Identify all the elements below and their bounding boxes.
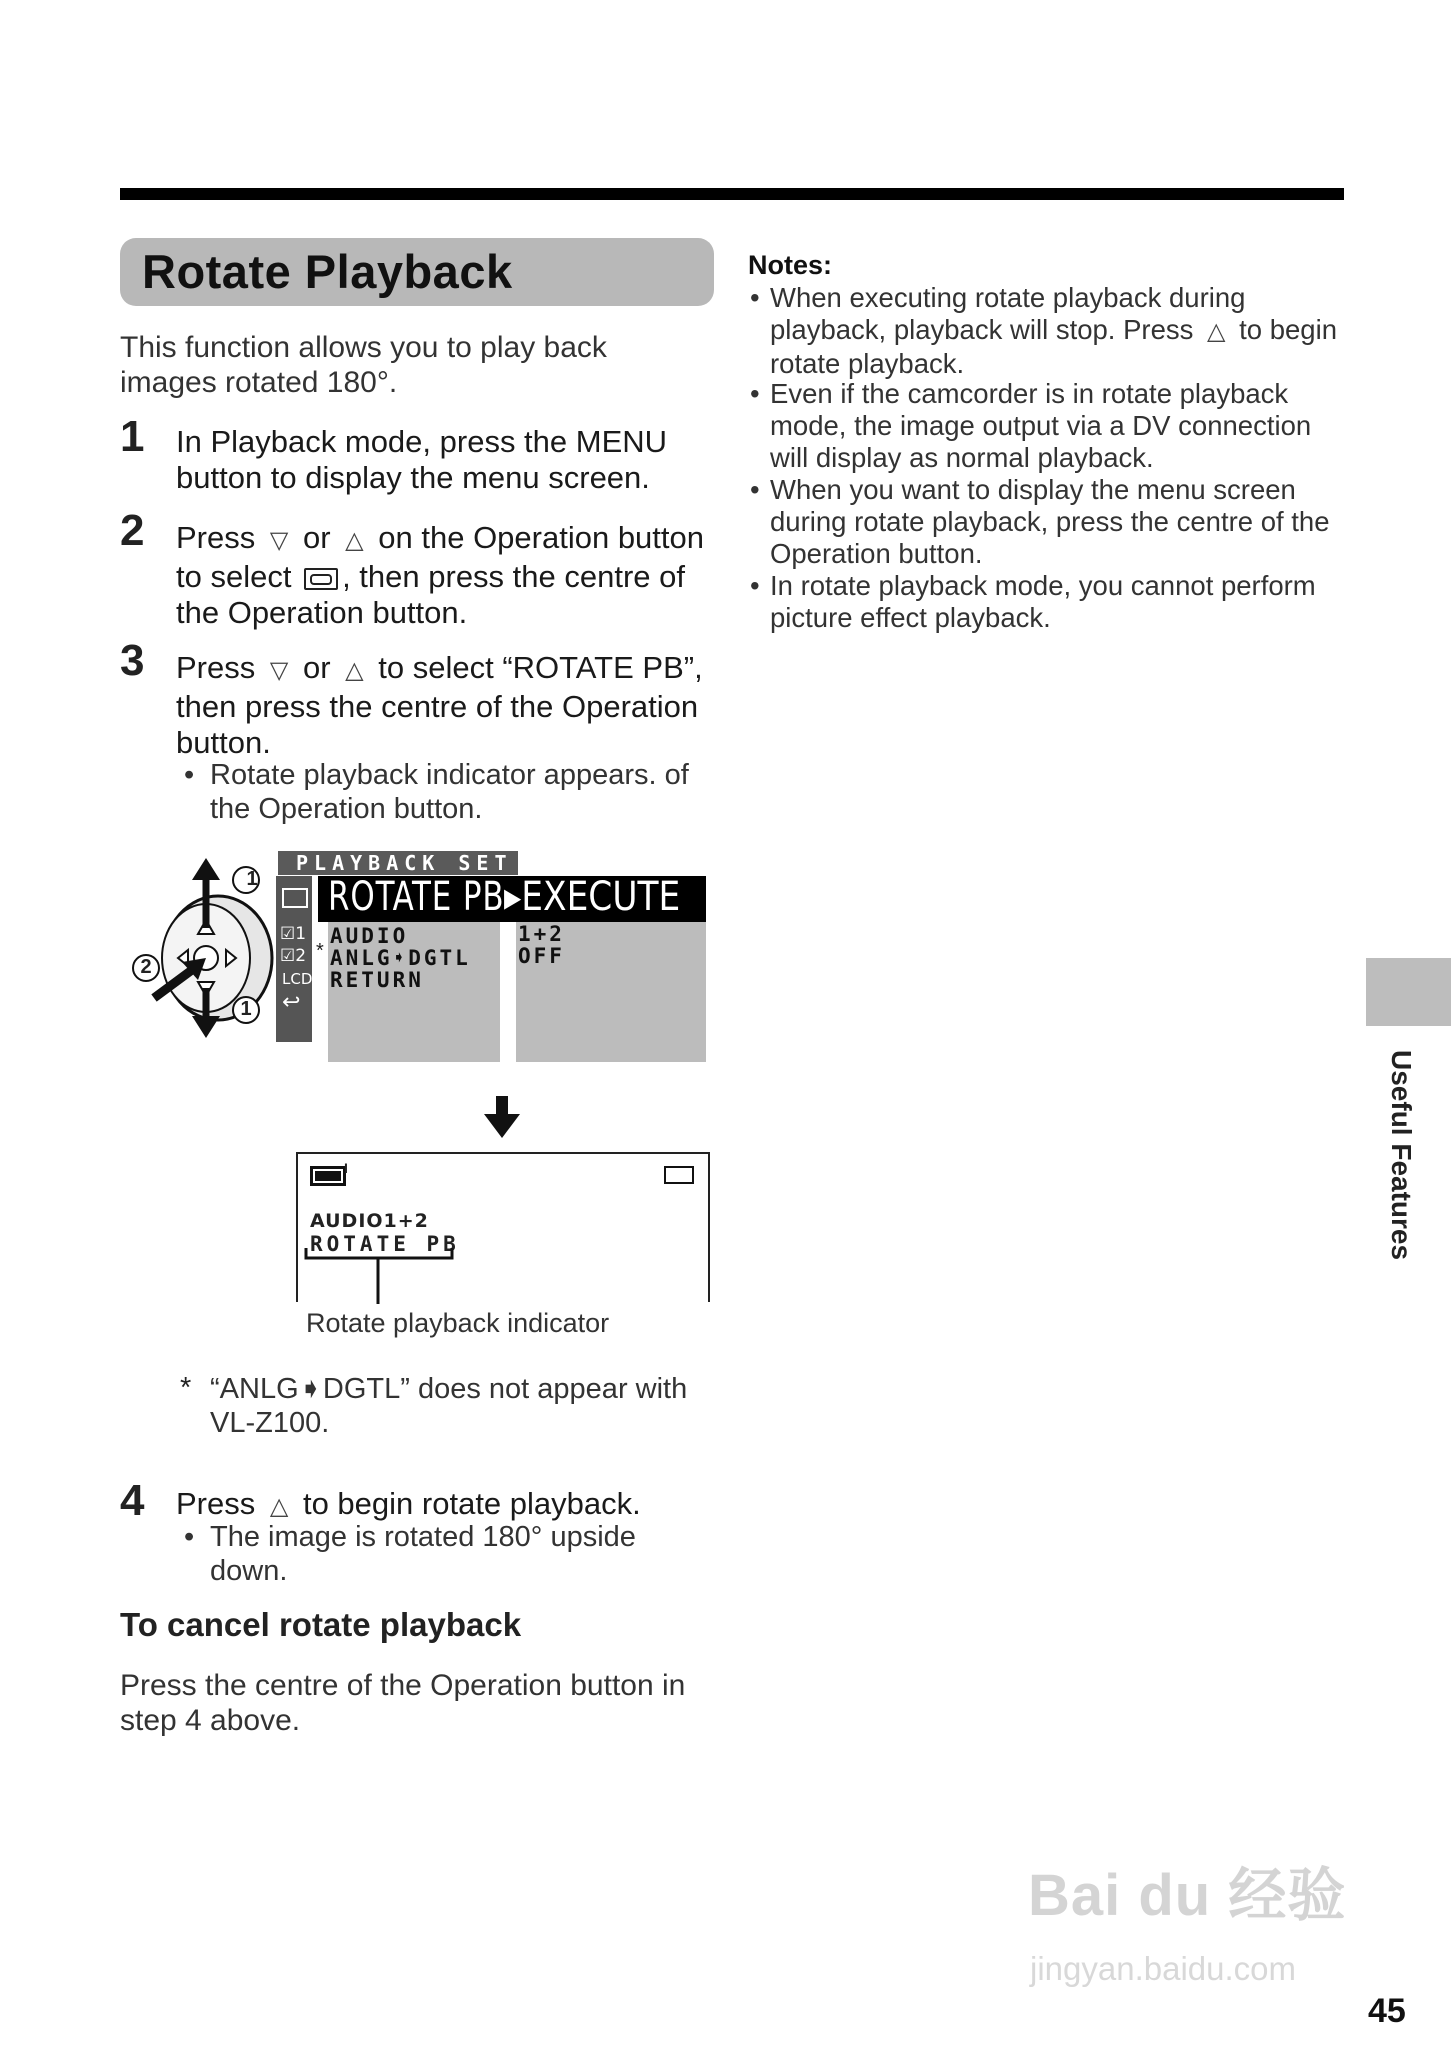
step-text-part: or <box>302 520 331 555</box>
battery-icon <box>310 1166 346 1186</box>
down-triangle-icon: ▽ <box>269 527 289 554</box>
step-text-part: to begin rotate playback. <box>302 1486 641 1521</box>
bullet-dot: • <box>750 282 760 313</box>
note-item <box>750 474 1350 570</box>
step-text-part: on the Operation button to select <box>176 520 705 594</box>
step-text <box>176 650 706 761</box>
bullet-dot: • <box>750 378 760 409</box>
note-item <box>750 570 1350 634</box>
section-heading: To cancel rotate playback <box>120 1606 522 1643</box>
note-text: Even if the camcorder is in rotate playback mode, the image output via a DV connection will display as normal playback. <box>770 378 1312 473</box>
top-rule <box>120 188 1344 200</box>
bullet-dot: • <box>750 570 760 601</box>
section-tab <box>1366 958 1451 1026</box>
step-number: 1 <box>120 412 145 461</box>
watermark-url: jingyan.baidu.com <box>1030 1950 1296 1987</box>
cancel-text: Press the centre of the Operation button in step 4 above. <box>120 1669 686 1737</box>
menu-selected-value: ▸EXECUTE <box>504 874 681 920</box>
step-text-part: or <box>302 650 331 685</box>
menu-icon-label: ☑2 <box>280 946 307 966</box>
note-text: to begin rotate playback. <box>770 314 1338 379</box>
menu-icon-label: ☑1 <box>280 924 307 944</box>
step-text-part: to select “ROTATE PB”, then press the centre of the Operation button. <box>176 650 703 760</box>
page-number: 45 <box>1368 1992 1406 2030</box>
step-number: 4 <box>120 1476 145 1525</box>
footnote-text: “ANLG➧DGTL” does not appear with VL-Z100. <box>210 1373 688 1439</box>
note-item <box>750 378 1350 474</box>
cassette-icon <box>282 888 308 908</box>
audio-indicator: AUDIO1+2 <box>310 1210 429 1232</box>
bullet-dot: • <box>750 474 760 505</box>
cassette-icon <box>664 1166 694 1184</box>
asterisk-mark: * <box>316 940 324 962</box>
indicator-caption: Rotate playback indicator <box>306 1308 610 1338</box>
down-arrow-icon <box>484 1096 520 1138</box>
note-text: In rotate playback mode, you cannot perform picture effect playback. <box>770 570 1316 633</box>
section-tab-text: Useful Features <box>1386 1050 1417 1261</box>
note-text: When you want to display the menu screen during rotate playback, press the centre of the Operation button. <box>770 474 1330 569</box>
menu-value: OFF <box>518 944 565 968</box>
menu-item: AUDIO <box>330 924 409 948</box>
down-triangle-icon: ▽ <box>269 657 289 684</box>
step-text-part: Press <box>176 1486 256 1521</box>
press-up-arrowhead <box>192 858 220 880</box>
up-triangle-icon: △ <box>345 527 364 554</box>
press-down-arrowhead <box>192 1016 220 1038</box>
footnote-asterisk: * <box>180 1372 192 1404</box>
step-text <box>176 520 706 631</box>
bullet-dot: • <box>184 759 195 791</box>
page-title: Rotate Playback <box>142 245 513 298</box>
cassette-icon <box>304 568 338 590</box>
watermark-logo: Bai du 经验 <box>1028 1863 1347 1928</box>
bullet-text: The image is rotated 180° upside down. <box>210 1521 636 1587</box>
up-triangle-icon: △ <box>269 1493 289 1520</box>
return-icon: ↩ <box>282 990 301 1015</box>
step-bullet <box>184 758 710 826</box>
callout-label: 1 <box>240 998 252 1020</box>
bullet-text: Rotate playback indicator appears. of the Operation button. <box>210 759 689 825</box>
step-text-part: Press <box>176 650 256 685</box>
note-text: When executing rotate playback during playback, playback will stop. Press <box>770 282 1246 345</box>
step-number: 2 <box>120 506 145 555</box>
callout-label: 2 <box>140 956 152 978</box>
section-tab-label <box>1375 1050 1425 1260</box>
intro-text: This function allows you to play back images rotated 180°. <box>120 331 607 399</box>
up-triangle-icon: △ <box>345 657 364 684</box>
menu-value: 1+2 <box>518 922 565 946</box>
note-item <box>750 282 1350 380</box>
rotate-playback-indicator: ROTATE PB <box>310 1232 460 1256</box>
menu-selected-item: ROTATE PB <box>328 874 505 920</box>
notes-title: Notes: <box>748 250 833 280</box>
step-number: 3 <box>120 636 145 685</box>
callout-label: 1 <box>246 868 258 890</box>
up-triangle-icon: △ <box>1207 318 1226 345</box>
bullet-dot: • <box>184 1521 195 1553</box>
step-text-part: , then press the centre of the Operation button. <box>176 559 686 630</box>
menu-item: ANLG➧DGTL <box>330 946 471 970</box>
battery-level: I <box>344 1160 348 1176</box>
menu-icon-label: LCD <box>282 970 313 988</box>
menu-header: PLAYBACK SET <box>278 851 518 875</box>
indicator-bracket <box>300 1248 460 1304</box>
step-text: In Playback mode, press the MENU button to display the menu screen. <box>176 424 668 495</box>
step-bullet <box>184 1520 700 1588</box>
menu-item: RETURN <box>330 968 424 992</box>
step-text-part: Press <box>176 520 256 555</box>
